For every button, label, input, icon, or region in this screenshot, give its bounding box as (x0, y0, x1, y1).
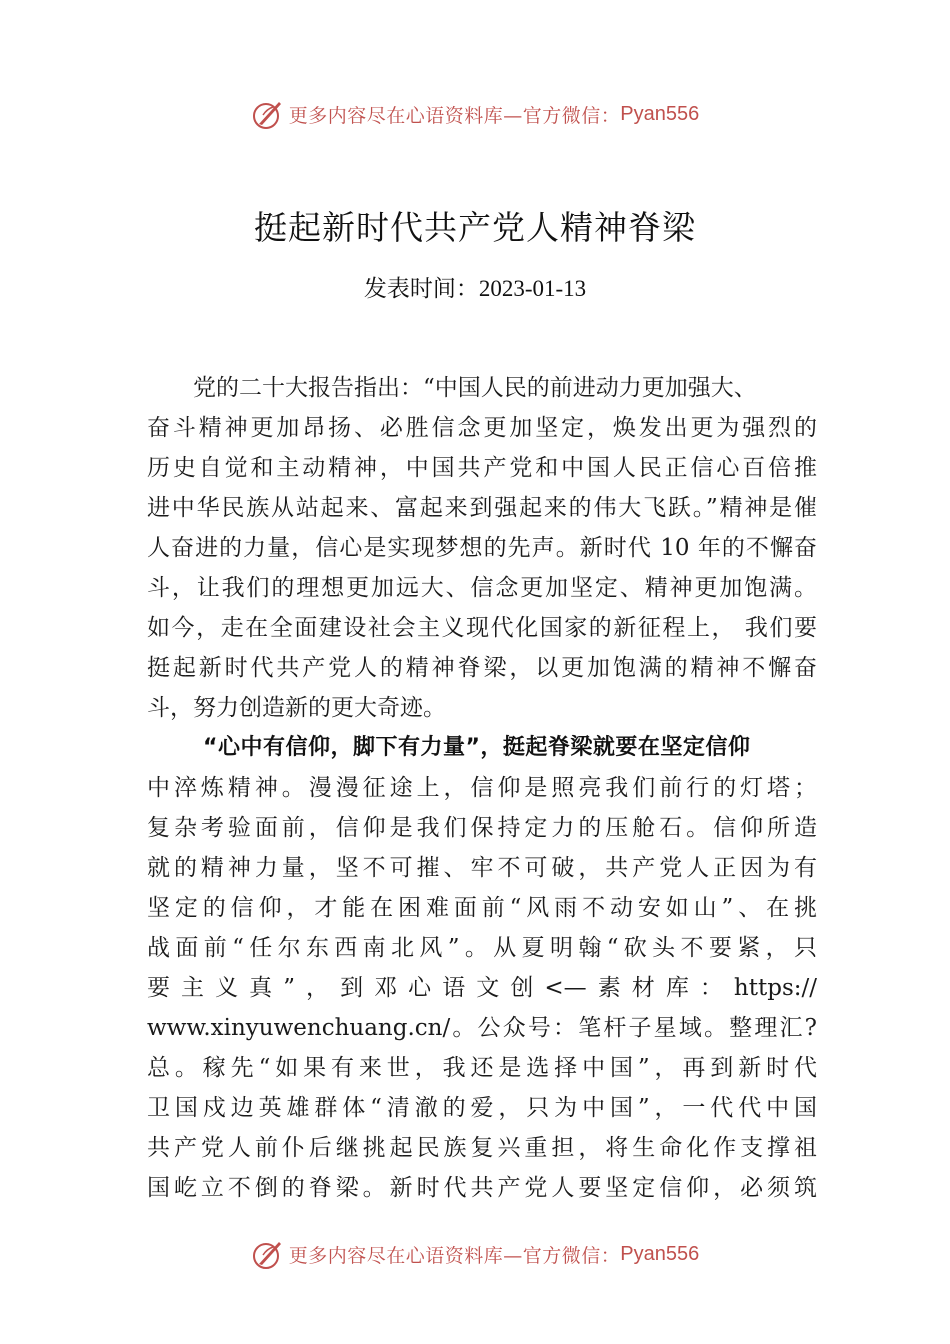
paragraph-line: 中淬炼精神。漫漫征途上，信仰是照亮我们前行的灯塔； (147, 775, 817, 801)
publish-date-value: 2023-01-13 (478, 276, 587, 301)
paragraph-line: 人奋进的力量，信心是实现梦想的先声。新时代 10 年的不懈奋 (147, 535, 817, 561)
watermark-banner-top (0, 92, 950, 136)
paragraph-line: 挺起新时代共产党人的精神脊梁，以更加饱满的精神不懈奋 (147, 655, 817, 681)
paragraph-line: www.xinyuwenchuang.cn/。公众号：笔杆子星域。整理汇? (147, 1015, 817, 1041)
publish-date-label: 发表时间： (363, 276, 479, 302)
paragraph-line: 复杂考验面前，信仰是我们保持定力的压舱石。信仰所造 (147, 815, 817, 841)
paragraph-line: 坚定的信仰，才能在困难面前“风雨不动安如山”、在挑 (147, 895, 817, 921)
publish-date (0, 270, 950, 303)
watermark-wechat-id: Pyan556 (620, 1242, 700, 1265)
quill-pen-icon (251, 97, 285, 131)
section-heading: “心中有信仰，脚下有力量”，挺起脊梁就要在坚定信仰 (203, 735, 751, 760)
paragraph-line: 卫国戍边英雄群体“清澈的爱，只为中国”，一代代中国 (147, 1095, 817, 1121)
paragraph-line: 国屹立不倒的脊梁。新时代共产党人要坚定信仰，必须筑 (147, 1175, 817, 1201)
paragraph-line: 共产党人前仆后继挑起民族复兴重担，将生命化作支撑祖 (147, 1135, 817, 1161)
paragraph-line: 就的精神力量，坚不可摧、牢不可破，共产党人正因为有 (147, 855, 817, 881)
watermark-text: 更多内容尽在心语资料库—官方微信： (288, 1244, 621, 1267)
watermark-banner-bottom (0, 1232, 950, 1276)
paragraph-line: 进中华民族从站起来、富起来到强起来的伟大飞跃。”精神是催 (147, 495, 817, 521)
paragraph-line: 奋斗精神更加昂扬、必胜信念更加坚定，焕发出更为强烈的 (147, 415, 817, 441)
paragraph-line: 历史自觉和主动精神，中国共产党和中国人民正信心百倍推 (147, 455, 817, 481)
paragraph-line: 总。稼先“如果有来世，我还是选择中国”，再到新时代 (147, 1055, 817, 1081)
watermark-wechat-id: Pyan556 (620, 102, 700, 125)
paragraph-line: 斗，让我们的理想更加远大、信念更加坚定、精神更加饱满。 (147, 575, 817, 601)
paragraph-line: 要主义真”，到邓心语文创<—素材库：https:// (147, 975, 817, 1001)
paragraph-line: 斗，努力创造新的更大奇迹。 (147, 695, 446, 721)
quill-pen-icon (251, 1237, 285, 1271)
article-body (147, 368, 817, 1208)
paragraph-line: 如今，走在全面建设社会主义现代化国家的新征程上， 我们要 (147, 615, 817, 641)
paragraph-line: 党的二十大报告指出：“中国人民的前进动力更加强大、 (193, 375, 757, 401)
paragraph-line: 战面前“任尔东西南北风”。从夏明翰“砍头不要紧，只 (147, 935, 817, 961)
article-title: 挺起新时代共产党人精神脊梁 (254, 208, 696, 247)
watermark-text: 更多内容尽在心语资料库—官方微信： (288, 104, 621, 127)
